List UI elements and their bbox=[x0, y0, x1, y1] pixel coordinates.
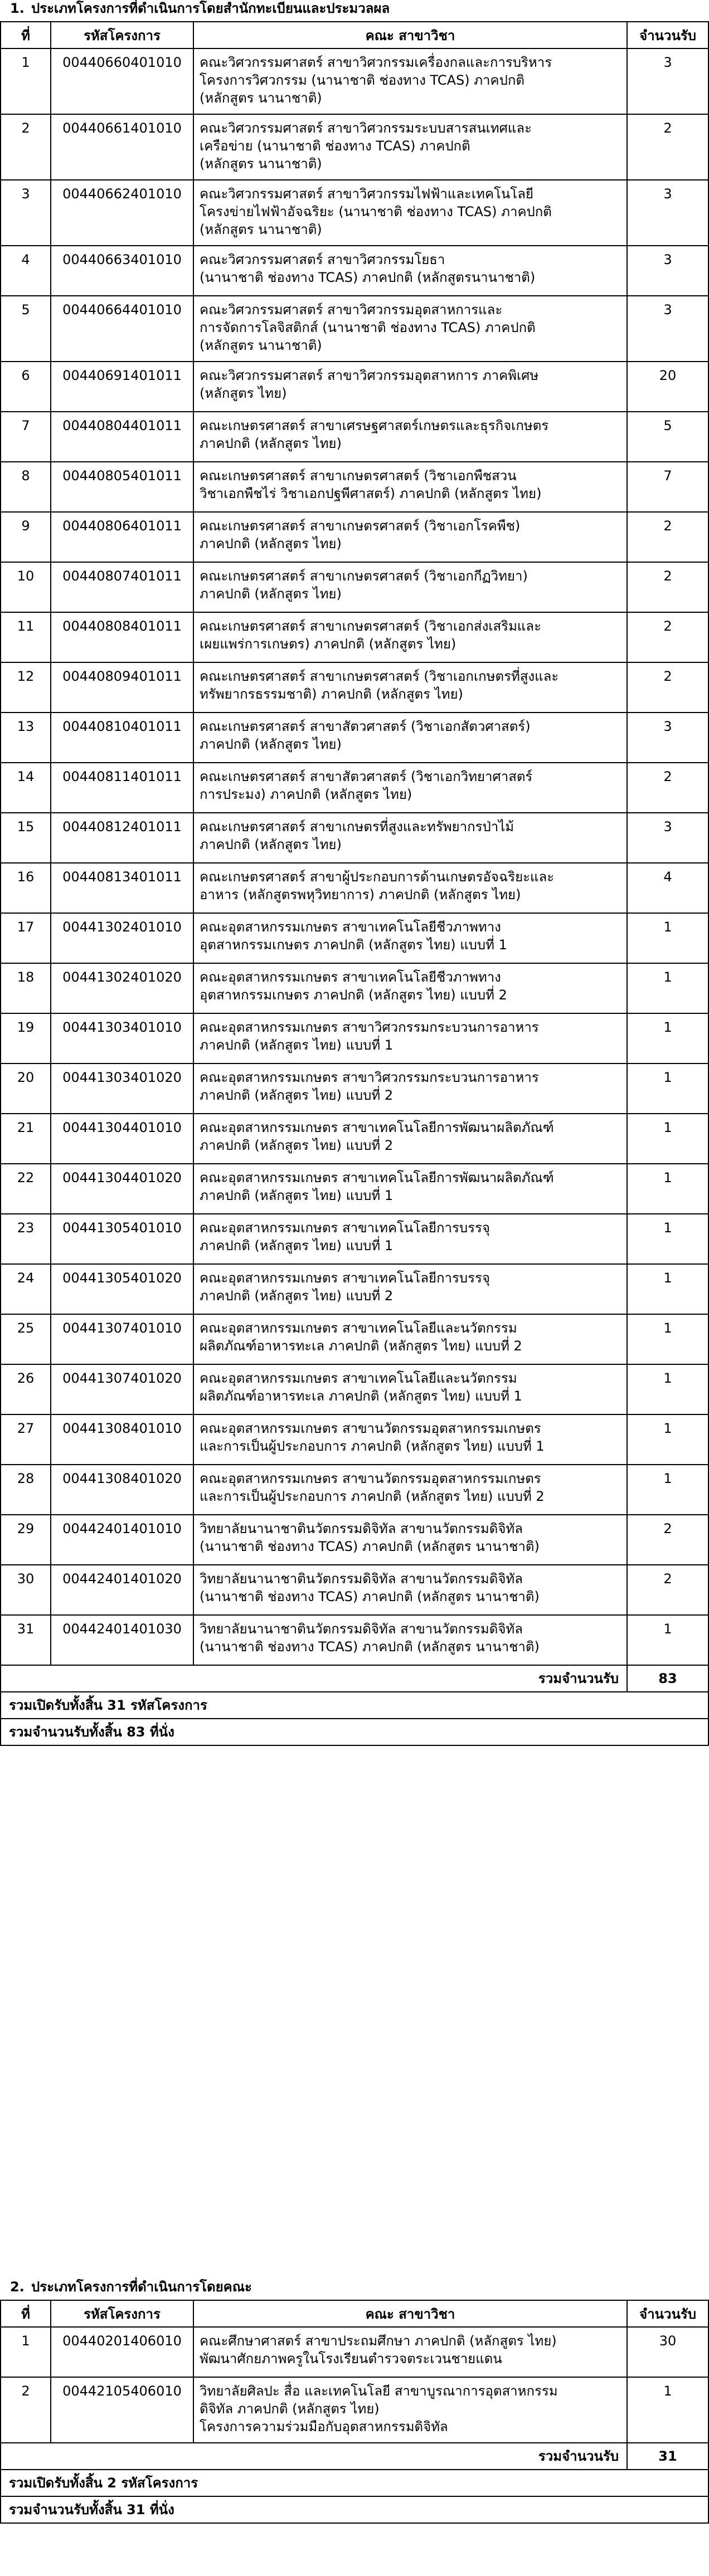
program-line: คณะเกษตรศาสตร์ สาขาเกษตรศาสตร์ (วิชาเอกเกษตรที่สูงและ bbox=[200, 669, 559, 684]
program-line: คณะศึกษาศาสตร์ สาขาประถมศึกษา ภาคปกติ (หลักสูตร ไทย) bbox=[200, 2333, 557, 2349]
program-line: ภาคปกติ (หลักสูตร ไทย) bbox=[200, 436, 342, 451]
program-line: คณะอุตสาหกรรมเกษตร สาขาวิศวกรรมกระบวนการอาหาร bbox=[200, 1019, 539, 1035]
program-line: คณะอุตสาหกรรมเกษตร สาขาเทคโนโลยีการพัฒนาผลิตภัณฑ์ bbox=[200, 1120, 554, 1135]
table-row bbox=[1, 1615, 708, 1665]
faculty-program bbox=[193, 246, 627, 296]
table-row bbox=[1, 1114, 708, 1164]
program-line: คณะอุตสาหกรรมเกษตร สาขาเทคโนโลยีชีวภาพทาง bbox=[200, 919, 501, 935]
table-row bbox=[1, 662, 708, 713]
row-number: 22 bbox=[1, 1164, 51, 1214]
table-row bbox=[1, 1214, 708, 1264]
row-number: 6 bbox=[1, 362, 51, 412]
row-number: 5 bbox=[1, 296, 51, 362]
seat-count: 5 bbox=[627, 412, 708, 462]
table-row bbox=[1, 1063, 708, 1114]
table-row bbox=[1, 362, 708, 412]
table-row bbox=[1, 813, 708, 863]
program-line: พัฒนาศักยภาพครูในโรงเรียนตำรวจตระเวนชายแดน bbox=[200, 2351, 502, 2367]
header-faculty: คณะ สาขาวิชา bbox=[193, 2300, 627, 2327]
seat-count: 1 bbox=[627, 1314, 708, 1364]
program-line: ผลิตภัณฑ์อาหารทะเล ภาคปกติ (หลักสูตร ไทย) แบบที่ 1 bbox=[200, 1388, 522, 1404]
program-line: คณะเกษตรศาสตร์ สาขาผู้ประกอบการด้านเกษตรอัจฉริยะและ bbox=[200, 869, 555, 885]
program-line: คณะอุตสาหกรรมเกษตร สาขาเทคโนโลยีชีวภาพทาง bbox=[200, 969, 501, 985]
seat-count: 20 bbox=[627, 362, 708, 412]
table-header-row bbox=[1, 22, 708, 48]
section2-table bbox=[0, 2300, 709, 2524]
project-code: 00440660401010 bbox=[51, 48, 193, 114]
program-line: คณะอุตสาหกรรมเกษตร สาขาเทคโนโลยีการพัฒนาผลิตภัณฑ์ bbox=[200, 1170, 554, 1185]
header-code: รหัสโครงการ bbox=[51, 2300, 193, 2327]
table-row bbox=[1, 612, 708, 662]
seat-count: 2 bbox=[627, 662, 708, 713]
program-line: คณะวิศวกรรมศาสตร์ สาขาวิศวกรรมเครื่องกลและการบริหาร bbox=[200, 55, 552, 70]
program-line: อาหาร (หลักสูตรพหุวิทยาการ) ภาคปกติ (หลักสูตร ไทย) bbox=[200, 887, 521, 902]
header-seats: จำนวนรับ bbox=[627, 2300, 708, 2327]
project-code: 00440808401011 bbox=[51, 612, 193, 662]
row-number: 21 bbox=[1, 1114, 51, 1164]
row-number: 8 bbox=[1, 462, 51, 512]
table-row bbox=[1, 2377, 708, 2443]
summary-seats: รวมจำนวนรับทั้งสิ้น 83 ที่นั่ง bbox=[1, 1719, 708, 1745]
program-line: วิทยาลัยศิลปะ สื่อ และเทคโนโลยี สาขาบูรณาการอุตสาหกรรม bbox=[200, 2383, 558, 2399]
faculty-program bbox=[193, 296, 627, 362]
program-line: ภาคปกติ (หลักสูตร ไทย) bbox=[200, 536, 342, 552]
program-line: ภาคปกติ (หลักสูตร ไทย) แบบที่ 1 bbox=[200, 1037, 394, 1053]
faculty-program bbox=[193, 48, 627, 114]
total-row bbox=[1, 1665, 708, 1692]
program-line: ภาคปกติ (หลักสูตร ไทย) แบบที่ 1 bbox=[200, 1188, 394, 1203]
program-line: คณะอุตสาหกรรมเกษตร สาขานวัตกรรมอุตสาหกรรมเกษตร bbox=[200, 1421, 541, 1436]
table-row bbox=[1, 763, 708, 813]
program-line: คณะวิศวกรรมศาสตร์ สาขาวิศวกรรมไฟฟ้าและเทคโนโลยี bbox=[200, 186, 533, 202]
total-value: 31 bbox=[627, 2443, 708, 2470]
program-line: (นานาชาติ ช่องทาง TCAS) ภาคปกติ (หลักสูตร นานาชาติ) bbox=[200, 1589, 540, 1604]
project-code: 00442105406010 bbox=[51, 2377, 193, 2443]
seat-count: 1 bbox=[627, 2377, 708, 2443]
project-code: 00440691401011 bbox=[51, 362, 193, 412]
section2-title-text: ประเภทโครงการที่ดำเนินการโดยคณะ bbox=[31, 2279, 252, 2295]
program-line: คณะเกษตรศาสตร์ สาขาสัตวศาสตร์ (วิชาเอกวิทยาศาสตร์ bbox=[200, 769, 533, 784]
seat-count: 1 bbox=[627, 1264, 708, 1314]
project-code: 00440663401010 bbox=[51, 246, 193, 296]
seat-count: 3 bbox=[627, 180, 708, 246]
seat-count: 1 bbox=[627, 1214, 708, 1264]
table-row bbox=[1, 180, 708, 246]
faculty-program bbox=[193, 963, 627, 1013]
faculty-program bbox=[193, 362, 627, 412]
faculty-program bbox=[193, 662, 627, 713]
faculty-program bbox=[193, 412, 627, 462]
program-line: (นานาชาติ ช่องทาง TCAS) ภาคปกติ (หลักสูตร นานาชาติ) bbox=[200, 1639, 540, 1655]
seat-count: 1 bbox=[627, 1465, 708, 1515]
row-number: 9 bbox=[1, 512, 51, 562]
row-number: 20 bbox=[1, 1063, 51, 1114]
summary-row bbox=[1, 1719, 708, 1745]
row-number: 1 bbox=[1, 48, 51, 114]
program-line: ภาคปกติ (หลักสูตร ไทย) แบบที่ 2 bbox=[200, 1288, 394, 1304]
program-line: วิทยาลัยนานาชาตินวัตกรรมดิจิทัล สาขานวัตกรรมดิจิทัล bbox=[200, 1571, 523, 1587]
total-label: รวมจำนวนรับ bbox=[1, 1665, 627, 1692]
project-code: 00441304401010 bbox=[51, 1114, 193, 1164]
table-row bbox=[1, 1465, 708, 1515]
project-code: 00441308401010 bbox=[51, 1414, 193, 1465]
row-number: 25 bbox=[1, 1314, 51, 1364]
faculty-program bbox=[193, 1414, 627, 1465]
program-line: วิชาเอกพืชไร่ วิชาเอกปฐพีศาสตร์) ภาคปกติ (หลักสูตร ไทย) bbox=[200, 486, 542, 501]
project-code: 00440812401011 bbox=[51, 813, 193, 863]
program-line: วิทยาลัยนานาชาตินวัตกรรมดิจิทัล สาขานวัตกรรมดิจิทัล bbox=[200, 1621, 523, 1637]
program-line: โครงข่ายไฟฟ้าอัจฉริยะ (นานาชาติ ช่องทาง TCAS) ภาคปกติ bbox=[200, 204, 552, 219]
header-no: ที่ bbox=[1, 2300, 51, 2327]
table-row bbox=[1, 1565, 708, 1615]
faculty-program bbox=[193, 512, 627, 562]
summary-row bbox=[1, 2470, 708, 2496]
program-line: ดิจิทัล ภาคปกติ (หลักสูตร ไทย) bbox=[200, 2401, 380, 2417]
faculty-program bbox=[193, 114, 627, 180]
seat-count: 1 bbox=[627, 1414, 708, 1465]
row-number: 17 bbox=[1, 913, 51, 963]
project-code: 00441302401020 bbox=[51, 963, 193, 1013]
seat-count: 1 bbox=[627, 1615, 708, 1665]
project-code: 00441305401020 bbox=[51, 1264, 193, 1314]
table-header-row bbox=[1, 2300, 708, 2327]
section2-number: 2. bbox=[10, 2279, 25, 2295]
row-number: 30 bbox=[1, 1565, 51, 1615]
row-number: 27 bbox=[1, 1414, 51, 1465]
faculty-program bbox=[193, 1214, 627, 1264]
table-row bbox=[1, 713, 708, 763]
row-number: 1 bbox=[1, 2327, 51, 2377]
project-code: 00441303401020 bbox=[51, 1063, 193, 1114]
faculty-program bbox=[193, 713, 627, 763]
table-row bbox=[1, 1364, 708, 1414]
faculty-program bbox=[193, 1264, 627, 1314]
program-line: เผยแพร่การเกษตร) ภาคปกติ (หลักสูตร ไทย) bbox=[200, 636, 457, 652]
program-line: วิทยาลัยนานาชาตินวัตกรรมดิจิทัล สาขานวัตกรรมดิจิทัล bbox=[200, 1521, 523, 1536]
project-code: 00441303401010 bbox=[51, 1013, 193, 1063]
summary-projects: รวมเปิดรับทั้งสิ้น 2 รหัสโครงการ bbox=[1, 2470, 708, 2496]
program-line: คณะอุตสาหกรรมเกษตร สาขาเทคโนโลยีการบรรจุ bbox=[200, 1270, 490, 1286]
program-line: เครือข่าย (นานาชาติ ช่องทาง TCAS) ภาคปกติ bbox=[200, 138, 470, 154]
program-line: (หลักสูตร ไทย) bbox=[200, 386, 287, 401]
faculty-program bbox=[193, 2327, 627, 2377]
table-row bbox=[1, 1013, 708, 1063]
project-code: 00441307401020 bbox=[51, 1364, 193, 1414]
project-code: 00442401401010 bbox=[51, 1515, 193, 1565]
row-number: 4 bbox=[1, 246, 51, 296]
row-number: 2 bbox=[1, 2377, 51, 2443]
seat-count: 1 bbox=[627, 1063, 708, 1114]
program-line: ผลิตภัณฑ์อาหารทะเล ภาคปกติ (หลักสูตร ไทย) แบบที่ 2 bbox=[200, 1338, 522, 1354]
seat-count: 3 bbox=[627, 48, 708, 114]
row-number: 15 bbox=[1, 813, 51, 863]
table-row bbox=[1, 114, 708, 180]
section1-table bbox=[0, 21, 709, 1746]
seat-count: 2 bbox=[627, 114, 708, 180]
row-number: 26 bbox=[1, 1364, 51, 1414]
project-code: 00440806401011 bbox=[51, 512, 193, 562]
row-number: 14 bbox=[1, 763, 51, 813]
table-row bbox=[1, 1314, 708, 1364]
total-label: รวมจำนวนรับ bbox=[1, 2443, 627, 2470]
table-row bbox=[1, 512, 708, 562]
program-line: ภาคปกติ (หลักสูตร ไทย) แบบที่ 2 bbox=[200, 1087, 394, 1103]
project-code: 00440807401011 bbox=[51, 562, 193, 612]
program-line: คณะอุตสาหกรรมเกษตร สาขาเทคโนโลยีการบรรจุ bbox=[200, 1220, 490, 1236]
program-line: ภาคปกติ (หลักสูตร ไทย) bbox=[200, 736, 342, 752]
program-line: คณะเกษตรศาสตร์ สาขาเกษตรศาสตร์ (วิชาเอกพืชสวน bbox=[200, 468, 517, 484]
faculty-program bbox=[193, 462, 627, 512]
program-line: การจัดการโลจิสติกส์ (นานาชาติ ช่องทาง TCAS) ภาคปกติ bbox=[200, 320, 536, 335]
faculty-program bbox=[193, 612, 627, 662]
faculty-program bbox=[193, 1314, 627, 1364]
seat-count: 1 bbox=[627, 1364, 708, 1414]
program-line: คณะวิศวกรรมศาสตร์ สาขาวิศวกรรมโยธา bbox=[200, 252, 445, 267]
faculty-program bbox=[193, 562, 627, 612]
seat-count: 7 bbox=[627, 462, 708, 512]
header-code: รหัสโครงการ bbox=[51, 22, 193, 48]
project-code: 00440662401010 bbox=[51, 180, 193, 246]
total-row bbox=[1, 2443, 708, 2470]
program-line: และการเป็นผู้ประกอบการ ภาคปกติ (หลักสูตร ไทย) แบบที่ 1 bbox=[200, 1438, 545, 1454]
faculty-program bbox=[193, 180, 627, 246]
faculty-program bbox=[193, 1013, 627, 1063]
section2-title bbox=[10, 2279, 252, 2295]
faculty-program bbox=[193, 763, 627, 813]
project-code: 00440661401010 bbox=[51, 114, 193, 180]
table-row bbox=[1, 2327, 708, 2377]
seat-count: 2 bbox=[627, 512, 708, 562]
program-line: ภาคปกติ (หลักสูตร ไทย) bbox=[200, 586, 342, 602]
faculty-program bbox=[193, 813, 627, 863]
table-row bbox=[1, 913, 708, 963]
row-number: 29 bbox=[1, 1515, 51, 1565]
seat-count: 1 bbox=[627, 913, 708, 963]
project-code: 00442401401020 bbox=[51, 1565, 193, 1615]
row-number: 16 bbox=[1, 863, 51, 913]
section1-title-text: ประเภทโครงการที่ดำเนินการโดยสำนักทะเบียนและประมวลผล bbox=[31, 1, 390, 16]
program-line: คณะเกษตรศาสตร์ สาขาเกษตรศาสตร์ (วิชาเอกส่งเสริมและ bbox=[200, 618, 541, 634]
summary-seats: รวมจำนวนรับทั้งสิ้น 31 ที่นั่ง bbox=[1, 2496, 708, 2523]
seat-count: 2 bbox=[627, 612, 708, 662]
project-code: 00440811401011 bbox=[51, 763, 193, 813]
seat-count: 2 bbox=[627, 562, 708, 612]
project-code: 00441305401010 bbox=[51, 1214, 193, 1264]
project-code: 00442401401030 bbox=[51, 1615, 193, 1665]
program-line: คณะอุตสาหกรรมเกษตร สาขาเทคโนโลยีและนวัตกรรม bbox=[200, 1370, 517, 1386]
table-row bbox=[1, 1515, 708, 1565]
project-code: 00441304401020 bbox=[51, 1164, 193, 1214]
seat-count: 3 bbox=[627, 246, 708, 296]
section1-number: 1. bbox=[10, 1, 25, 16]
table-row bbox=[1, 48, 708, 114]
program-line: (หลักสูตร นานาชาติ) bbox=[200, 222, 322, 237]
program-line: โครงการความร่วมมือกับอุตสาหกรรมดิจิทัล bbox=[200, 2419, 448, 2434]
faculty-program bbox=[193, 863, 627, 913]
program-line: (หลักสูตร นานาชาติ) bbox=[200, 90, 322, 106]
row-number: 10 bbox=[1, 562, 51, 612]
program-line: คณะอุตสาหกรรมเกษตร สาขาวิศวกรรมกระบวนการอาหาร bbox=[200, 1070, 539, 1085]
program-line: (นานาชาติ ช่องทาง TCAS) ภาคปกติ (หลักสูตร นานาชาติ) bbox=[200, 1539, 540, 1554]
seat-count: 1 bbox=[627, 1013, 708, 1063]
seat-count: 3 bbox=[627, 813, 708, 863]
faculty-program bbox=[193, 1565, 627, 1615]
row-number: 3 bbox=[1, 180, 51, 246]
project-code: 00440809401011 bbox=[51, 662, 193, 713]
program-line: คณะเกษตรศาสตร์ สาขาเศรษฐศาสตร์เกษตรและธุรกิจเกษตร bbox=[200, 418, 549, 433]
seat-count: 30 bbox=[627, 2327, 708, 2377]
program-line: อุตสาหกรรมเกษตร ภาคปกติ (หลักสูตร ไทย) แบบที่ 2 bbox=[200, 987, 507, 1003]
program-line: (นานาชาติ ช่องทาง TCAS) ภาคปกติ (หลักสูตรนานาชาติ) bbox=[200, 270, 536, 285]
project-code: 00440201406010 bbox=[51, 2327, 193, 2377]
faculty-program bbox=[193, 2377, 627, 2443]
row-number: 13 bbox=[1, 713, 51, 763]
program-line: (หลักสูตร นานาชาติ) bbox=[200, 156, 322, 172]
faculty-program bbox=[193, 1515, 627, 1565]
program-line: คณะวิศวกรรมศาสตร์ สาขาวิศวกรรมอุตสาหการและ bbox=[200, 302, 503, 318]
project-code: 00441307401010 bbox=[51, 1314, 193, 1364]
header-no: ที่ bbox=[1, 22, 51, 48]
table-row bbox=[1, 1164, 708, 1214]
project-code: 00440810401011 bbox=[51, 713, 193, 763]
project-code: 00440804401011 bbox=[51, 412, 193, 462]
seat-count: 4 bbox=[627, 863, 708, 913]
row-number: 24 bbox=[1, 1264, 51, 1314]
row-number: 11 bbox=[1, 612, 51, 662]
row-number: 18 bbox=[1, 963, 51, 1013]
program-line: คณะเกษตรศาสตร์ สาขาเกษตรศาสตร์ (วิชาเอกกีฏวิทยา) bbox=[200, 568, 528, 584]
row-number: 7 bbox=[1, 412, 51, 462]
program-line: การประมง) ภาคปกติ (หลักสูตร ไทย) bbox=[200, 787, 412, 802]
row-number: 31 bbox=[1, 1615, 51, 1665]
row-number: 12 bbox=[1, 662, 51, 713]
table-row bbox=[1, 1414, 708, 1465]
seat-count: 1 bbox=[627, 963, 708, 1013]
project-code: 00441302401010 bbox=[51, 913, 193, 963]
program-line: ภาคปกติ (หลักสูตร ไทย) แบบที่ 2 bbox=[200, 1138, 394, 1153]
row-number: 23 bbox=[1, 1214, 51, 1264]
summary-row bbox=[1, 2496, 708, 2523]
program-line: (หลักสูตร นานาชาติ) bbox=[200, 338, 322, 353]
seat-count: 3 bbox=[627, 296, 708, 362]
header-faculty: คณะ สาขาวิชา bbox=[193, 22, 627, 48]
seat-count: 1 bbox=[627, 1114, 708, 1164]
summary-row bbox=[1, 1692, 708, 1719]
project-code: 00440664401010 bbox=[51, 296, 193, 362]
row-number: 19 bbox=[1, 1013, 51, 1063]
program-line: คณะเกษตรศาสตร์ สาขาเกษตรที่สูงและทรัพยากรป่าไม้ bbox=[200, 819, 514, 835]
table-row bbox=[1, 1264, 708, 1314]
faculty-program bbox=[193, 1164, 627, 1214]
table-row bbox=[1, 462, 708, 512]
table-row bbox=[1, 246, 708, 296]
row-number: 2 bbox=[1, 114, 51, 180]
program-line: ภาคปกติ (หลักสูตร ไทย) bbox=[200, 837, 342, 852]
program-line: คณะเกษตรศาสตร์ สาขาเกษตรศาสตร์ (วิชาเอกโรคพืช) bbox=[200, 518, 521, 534]
seat-count: 2 bbox=[627, 1515, 708, 1565]
table-row bbox=[1, 562, 708, 612]
seat-count: 1 bbox=[627, 1164, 708, 1214]
project-code: 00441308401020 bbox=[51, 1465, 193, 1515]
program-line: โครงการวิศวกรรม (นานาชาติ ช่องทาง TCAS) ภาคปกติ bbox=[200, 72, 525, 88]
program-line: คณะวิศวกรรมศาสตร์ สาขาวิศวกรรมอุตสาหการ ภาคพิเศษ bbox=[200, 368, 539, 383]
project-code: 00440813401011 bbox=[51, 863, 193, 913]
project-code: 00440805401011 bbox=[51, 462, 193, 512]
table-row bbox=[1, 863, 708, 913]
program-line: ทรัพยากรธรรมชาติ) ภาคปกติ (หลักสูตร ไทย) bbox=[200, 686, 463, 702]
faculty-program bbox=[193, 1615, 627, 1665]
faculty-program bbox=[193, 1364, 627, 1414]
program-line: คณะอุตสาหกรรมเกษตร สาขานวัตกรรมอุตสาหกรรมเกษตร bbox=[200, 1471, 541, 1486]
total-value: 83 bbox=[627, 1665, 708, 1692]
program-line: คณะวิศวกรรมศาสตร์ สาขาวิศวกรรมระบบสารสนเทศและ bbox=[200, 120, 532, 136]
faculty-program bbox=[193, 1114, 627, 1164]
program-line: คณะเกษตรศาสตร์ สาขาสัตวศาสตร์ (วิชาเอกสัตวศาสตร์) bbox=[200, 719, 531, 734]
seat-count: 3 bbox=[627, 713, 708, 763]
program-line: คณะอุตสาหกรรมเกษตร สาขาเทคโนโลยีและนวัตกรรม bbox=[200, 1320, 517, 1336]
faculty-program bbox=[193, 913, 627, 963]
program-line: และการเป็นผู้ประกอบการ ภาคปกติ (หลักสูตร ไทย) แบบที่ 2 bbox=[200, 1489, 545, 1504]
table-row bbox=[1, 963, 708, 1013]
faculty-program bbox=[193, 1465, 627, 1515]
section1-title bbox=[10, 0, 390, 17]
seat-count: 2 bbox=[627, 763, 708, 813]
program-line: ภาคปกติ (หลักสูตร ไทย) แบบที่ 1 bbox=[200, 1238, 394, 1253]
table-row bbox=[1, 296, 708, 362]
header-seats: จำนวนรับ bbox=[627, 22, 708, 48]
faculty-program bbox=[193, 1063, 627, 1114]
table-row bbox=[1, 412, 708, 462]
summary-projects: รวมเปิดรับทั้งสิ้น 31 รหัสโครงการ bbox=[1, 1692, 708, 1719]
seat-count: 2 bbox=[627, 1565, 708, 1615]
program-line: อุตสาหกรรมเกษตร ภาคปกติ (หลักสูตร ไทย) แบบที่ 1 bbox=[200, 937, 507, 953]
row-number: 28 bbox=[1, 1465, 51, 1515]
